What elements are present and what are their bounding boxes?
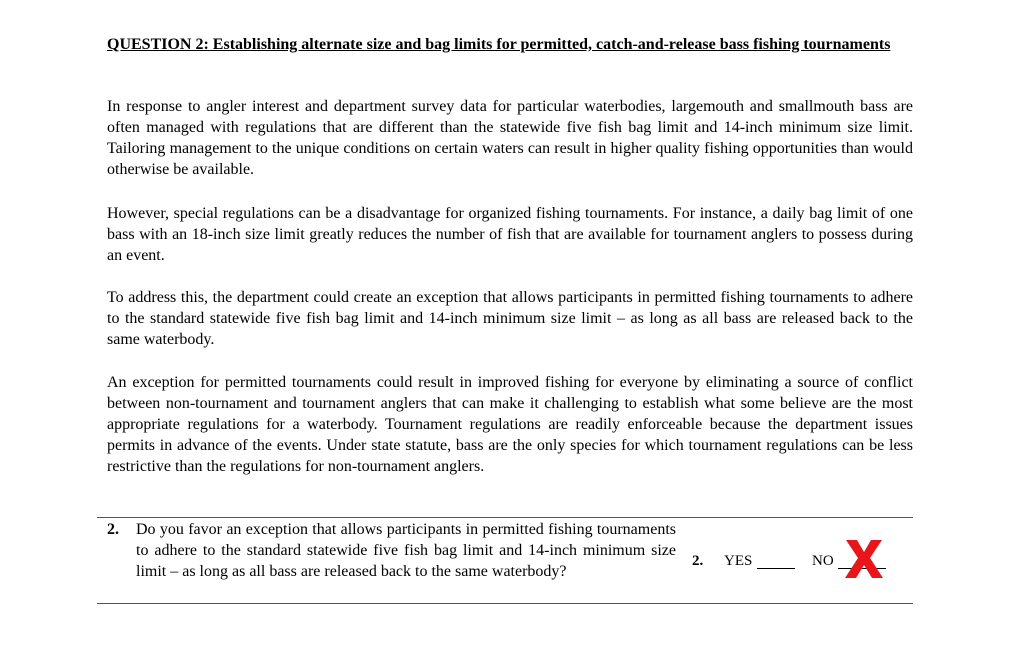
paragraph-2: However, special regulations can be a disadvantage for organized fishing tournaments. For instance, a daily bag limit of one bass with an 18-inch size limit greatly reduces the number of fish that are available for tournament anglers to possess during an event.: [107, 205, 913, 264]
question-top-rule: [97, 517, 913, 518]
question-text: Do you favor an exception that allows participants in permitted fishing tournaments to adhere to the standard statewide five fish bag limit and 14-inch minimum size limit – as long as all bass are released back to the same waterbody?: [136, 521, 676, 580]
question-number: 2.: [107, 521, 119, 538]
yes-option[interactable]: YES: [724, 553, 753, 569]
answer-number: 2.: [692, 553, 704, 569]
paragraph-1: In response to angler interest and department survey data for particular waterbodies, largemouth and smallmouth bass are often managed with regulations that are different than the statewide five fish bag limit and 14-inch minimum size limit. Tailoring management to the unique conditions on certain waters can result in higher quality fishing opportunities than would otherwise be available.: [107, 98, 913, 178]
paragraph-3: To address this, the department could create an exception that allows participants in permitted fishing tournaments to adhere to the standard statewide five fish bag limit and 14-inch minimum size limit – as long as all bass are released back to the same waterbody.: [107, 289, 913, 348]
paragraph-4: An exception for permitted tournaments could result in improved fishing for everyone by eliminating a source of conflict between non-tournament and tournament anglers that can make it challenging to establish what some believe are the most appropriate regulations for a waterbody. Tournament regulations are readily enforceable because the department issues permits in advance of the events. Under state statute, bass are the only species for which tournament regulations can be less restrictive than the regulations for non-tournament anglers.: [107, 374, 913, 475]
yes-answer-line: [757, 568, 795, 569]
question-bottom-rule: [97, 603, 913, 604]
no-option[interactable]: NO: [812, 553, 834, 569]
x-mark-icon: [842, 537, 886, 581]
question-heading: QUESTION 2: Establishing alternate size and bag limits for permitted, catch-and-release bass fishing tournaments: [107, 36, 891, 53]
